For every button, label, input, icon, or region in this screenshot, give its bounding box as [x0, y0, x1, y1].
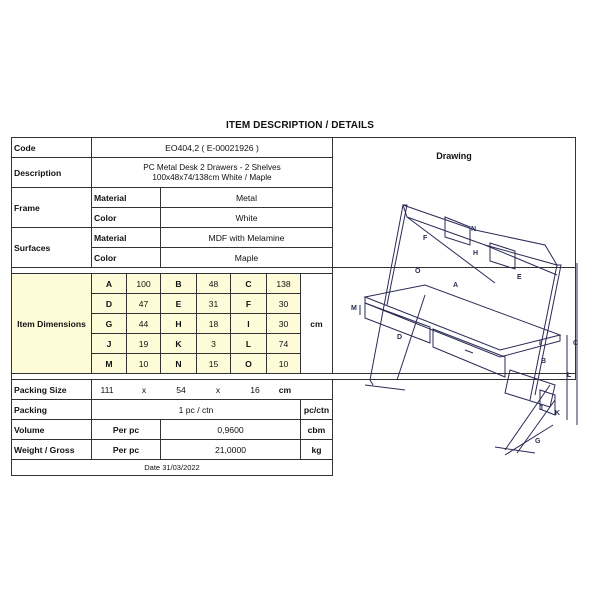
dim-key: C [231, 274, 267, 294]
weight-value: 21,0000 [161, 440, 301, 460]
weight-unit: kg [301, 440, 333, 460]
drawing-letter-j: J [539, 405, 543, 412]
description-value [92, 158, 333, 188]
dim-key: I [231, 314, 267, 334]
dim-value: 48 [197, 274, 231, 294]
dim-key: M [92, 354, 127, 374]
drawing-letter-k: K [555, 410, 561, 417]
frame-material-label: Material [92, 188, 161, 208]
packing-label: Packing [12, 400, 92, 420]
code-row [12, 138, 576, 158]
dim-key: N [161, 354, 197, 374]
weight-per: Per pc [92, 440, 161, 460]
volume-per: Per pc [92, 420, 161, 440]
dimensions-unit: cm [301, 274, 333, 374]
drawing-letter-c: C [573, 340, 579, 347]
packing-value: 1 pc / ctn [92, 400, 301, 420]
drawing-letter-b: B [541, 358, 547, 365]
weight-label: Weight / Gross [12, 440, 92, 460]
code-value: EO404,2 ( E-00021926 ) [92, 138, 333, 158]
dim-key: J [92, 334, 127, 354]
dim-key: G [92, 314, 127, 334]
surfaces-label: Surfaces [12, 228, 92, 268]
frame-material-value: Metal [161, 188, 333, 208]
volume-label: Volume [12, 420, 92, 440]
dim-key: B [161, 274, 197, 294]
packing-x-2: x [215, 384, 221, 395]
dim-value: 19 [127, 334, 161, 354]
packing-unit: pc/ctn [301, 400, 333, 420]
dim-value: 30 [267, 314, 301, 334]
surfaces-material-label: Material [92, 228, 161, 248]
dim-key: E [161, 294, 197, 314]
dim-value: 18 [197, 314, 231, 334]
description-label: Description [12, 158, 92, 188]
packing-size-label: Packing Size [12, 380, 92, 400]
drawing-letter-h: H [473, 250, 479, 257]
dim-value: 47 [127, 294, 161, 314]
drawing-letter-o: O [415, 268, 421, 275]
dim-key: K [161, 334, 197, 354]
packing-x-1: x [141, 384, 147, 395]
dim-value: 74 [267, 334, 301, 354]
drawing-letter-m: M [351, 305, 357, 312]
surfaces-color-value: Maple [161, 248, 333, 268]
surfaces-material-value: MDF with Melamine [161, 228, 333, 248]
dim-key: H [161, 314, 197, 334]
packing-width: 54 [176, 384, 186, 395]
drawing-letter-n: N [471, 226, 477, 233]
dim-value: 138 [267, 274, 301, 294]
dim-value: 30 [267, 294, 301, 314]
dim-value: 15 [197, 354, 231, 374]
description-line-2: 100x48x74/138cm White / Maple [152, 172, 272, 182]
desk-drawing [345, 185, 589, 485]
dim-key: O [231, 354, 267, 374]
drawing-title: Drawing [436, 151, 472, 161]
dim-value: 31 [197, 294, 231, 314]
frame-label: Frame [12, 188, 92, 228]
volume-unit: cbm [301, 420, 333, 440]
dim-key: D [92, 294, 127, 314]
drawing-letter-i: I [539, 340, 541, 347]
drawing-letter-d: D [397, 334, 403, 341]
date: Date 31/03/2022 [12, 460, 333, 476]
dim-value: 10 [127, 354, 161, 374]
dim-value: 44 [127, 314, 161, 334]
dimensions-label: Item Dimensions [12, 274, 92, 374]
description-line-1: PC Metal Desk 2 Drawers - 2 Shelves [143, 162, 281, 172]
dim-value: 10 [267, 354, 301, 374]
frame-color-label: Color [92, 208, 161, 228]
packing-size-unit: cm [278, 384, 292, 395]
drawing-letter-a: A [453, 282, 459, 289]
drawing-letter-l: L [567, 372, 572, 379]
drawing-letter-g: G [535, 438, 541, 445]
drawing-letter-f: F [423, 235, 428, 242]
dim-key: L [231, 334, 267, 354]
dim-value: 100 [127, 274, 161, 294]
surfaces-color-label: Color [92, 248, 161, 268]
document-heading: ITEM DESCRIPTION / DETAILS [226, 120, 374, 131]
packing-height: 16 [250, 384, 260, 395]
code-label: Code [12, 138, 92, 158]
packing-length: 111 [100, 384, 114, 395]
drawing-letter-e: E [517, 274, 522, 281]
frame-color-value: White [161, 208, 333, 228]
dim-key: A [92, 274, 127, 294]
dim-key: F [231, 294, 267, 314]
dim-value: 3 [197, 334, 231, 354]
packing-size-values [92, 380, 333, 400]
volume-value: 0,9600 [161, 420, 301, 440]
